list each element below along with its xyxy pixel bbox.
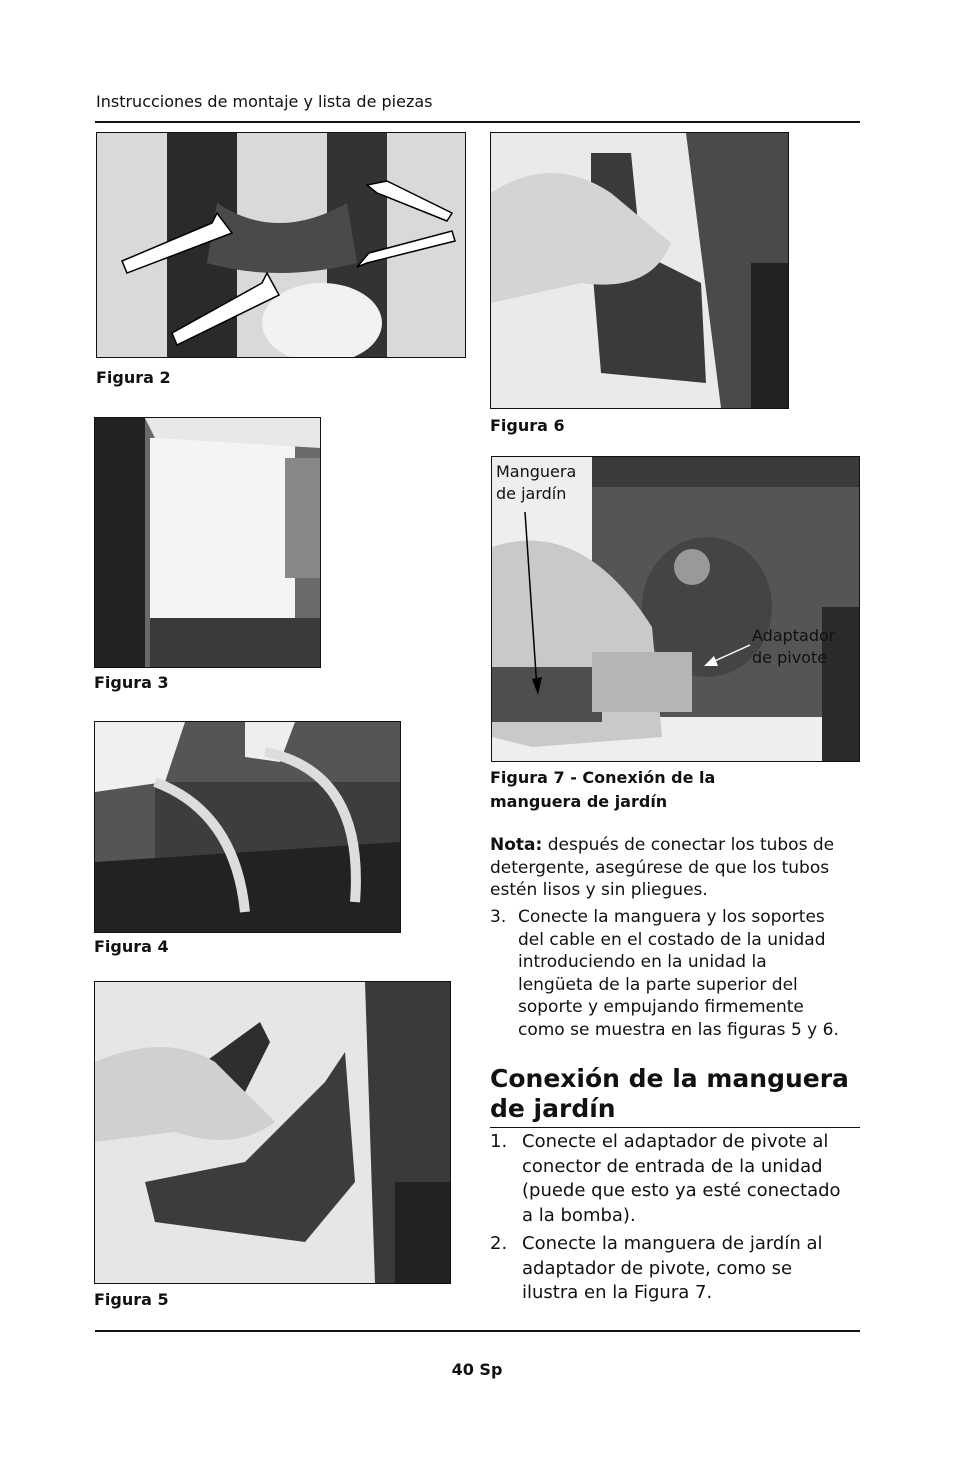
figure-7-label-adapter (752, 625, 835, 669)
step-3-line: del cable en el costado de la unidad (518, 929, 826, 950)
step-3-line: soporte y empujando firmemente (518, 997, 804, 1017)
section-step-1-number: 1. (490, 1131, 508, 1152)
section-step-2-number: 2. (490, 1233, 508, 1254)
figure-7-caption (490, 766, 715, 814)
section-step-2-line: Conecte la manguera de jardín al (522, 1233, 823, 1254)
figure-4-caption: Figura 4 (94, 937, 169, 956)
section-heading (490, 1064, 860, 1124)
header-rule (95, 121, 860, 123)
step-3-line: lengüeta de la parte superior del (518, 974, 798, 995)
figure-7-label-hose (496, 461, 576, 505)
note-line1: después de conectar los tubos de (542, 835, 835, 855)
figure-7-photo (491, 456, 860, 762)
section-heading-line1: Conexión de la manguera (490, 1064, 849, 1093)
page-header-title: Instrucciones de montaje y lista de piezas (96, 92, 433, 111)
figure-7-caption-line1: Figura 7 - Conexión de la (490, 768, 716, 787)
section-step-1-line: conector de entrada de la unidad (522, 1155, 823, 1177)
step-3-line: Conecte la manguera y los soportes (518, 907, 825, 927)
note-label: Nota: (490, 835, 543, 855)
section-step-1-text (522, 1130, 860, 1228)
section-step-2-line: ilustra en la Figura 7. (522, 1282, 713, 1303)
footer-rule (95, 1330, 860, 1332)
note-line2: detergente, asegúrese de que los tubos (490, 857, 830, 878)
step-3-line: introduciendo en la unidad la (518, 952, 767, 972)
figure-2-photo (96, 132, 466, 358)
section-step-1-line: a la bomba). (522, 1204, 636, 1226)
figure-7-label-hose-line2: de jardín (496, 484, 567, 503)
section-step-1-line: Conecte el adaptador de pivote al (522, 1131, 829, 1152)
figure-5-caption: Figura 5 (94, 1290, 169, 1309)
figure-7-label-adapter-line1: Adaptador (752, 626, 836, 645)
figure-4-photo (94, 721, 401, 933)
section-step-2-line: adaptador de pivote, como se (522, 1257, 793, 1279)
figure-3-caption: Figura 3 (94, 673, 169, 692)
figure-6-photo (490, 132, 789, 409)
figure-7-caption-line2: manguera de jardín (490, 792, 668, 811)
section-step-2-text (522, 1232, 860, 1306)
figure-5-photo (94, 981, 451, 1284)
section-step-1-line: (puede que esto ya esté conectado (522, 1180, 841, 1201)
step-3-line: como se muestra en las figuras 5 y 6. (518, 1019, 839, 1040)
section-heading-line2: de jardín (490, 1094, 616, 1123)
step-3-number: 3. (490, 907, 507, 927)
step-3-text (518, 906, 860, 1041)
figure-2-caption: Figura 2 (96, 368, 171, 387)
figure-3-photo (94, 417, 321, 668)
note-line3: estén lisos y sin pliegues. (490, 880, 708, 900)
figure-6-caption: Figura 6 (490, 416, 565, 435)
page-number: 40 Sp (451, 1360, 503, 1379)
note-paragraph (490, 834, 860, 902)
figure-7-label-adapter-line2: de pivote (752, 648, 828, 667)
figure-7-label-hose-line1: Manguera (496, 462, 577, 481)
section-heading-rule (490, 1127, 860, 1128)
